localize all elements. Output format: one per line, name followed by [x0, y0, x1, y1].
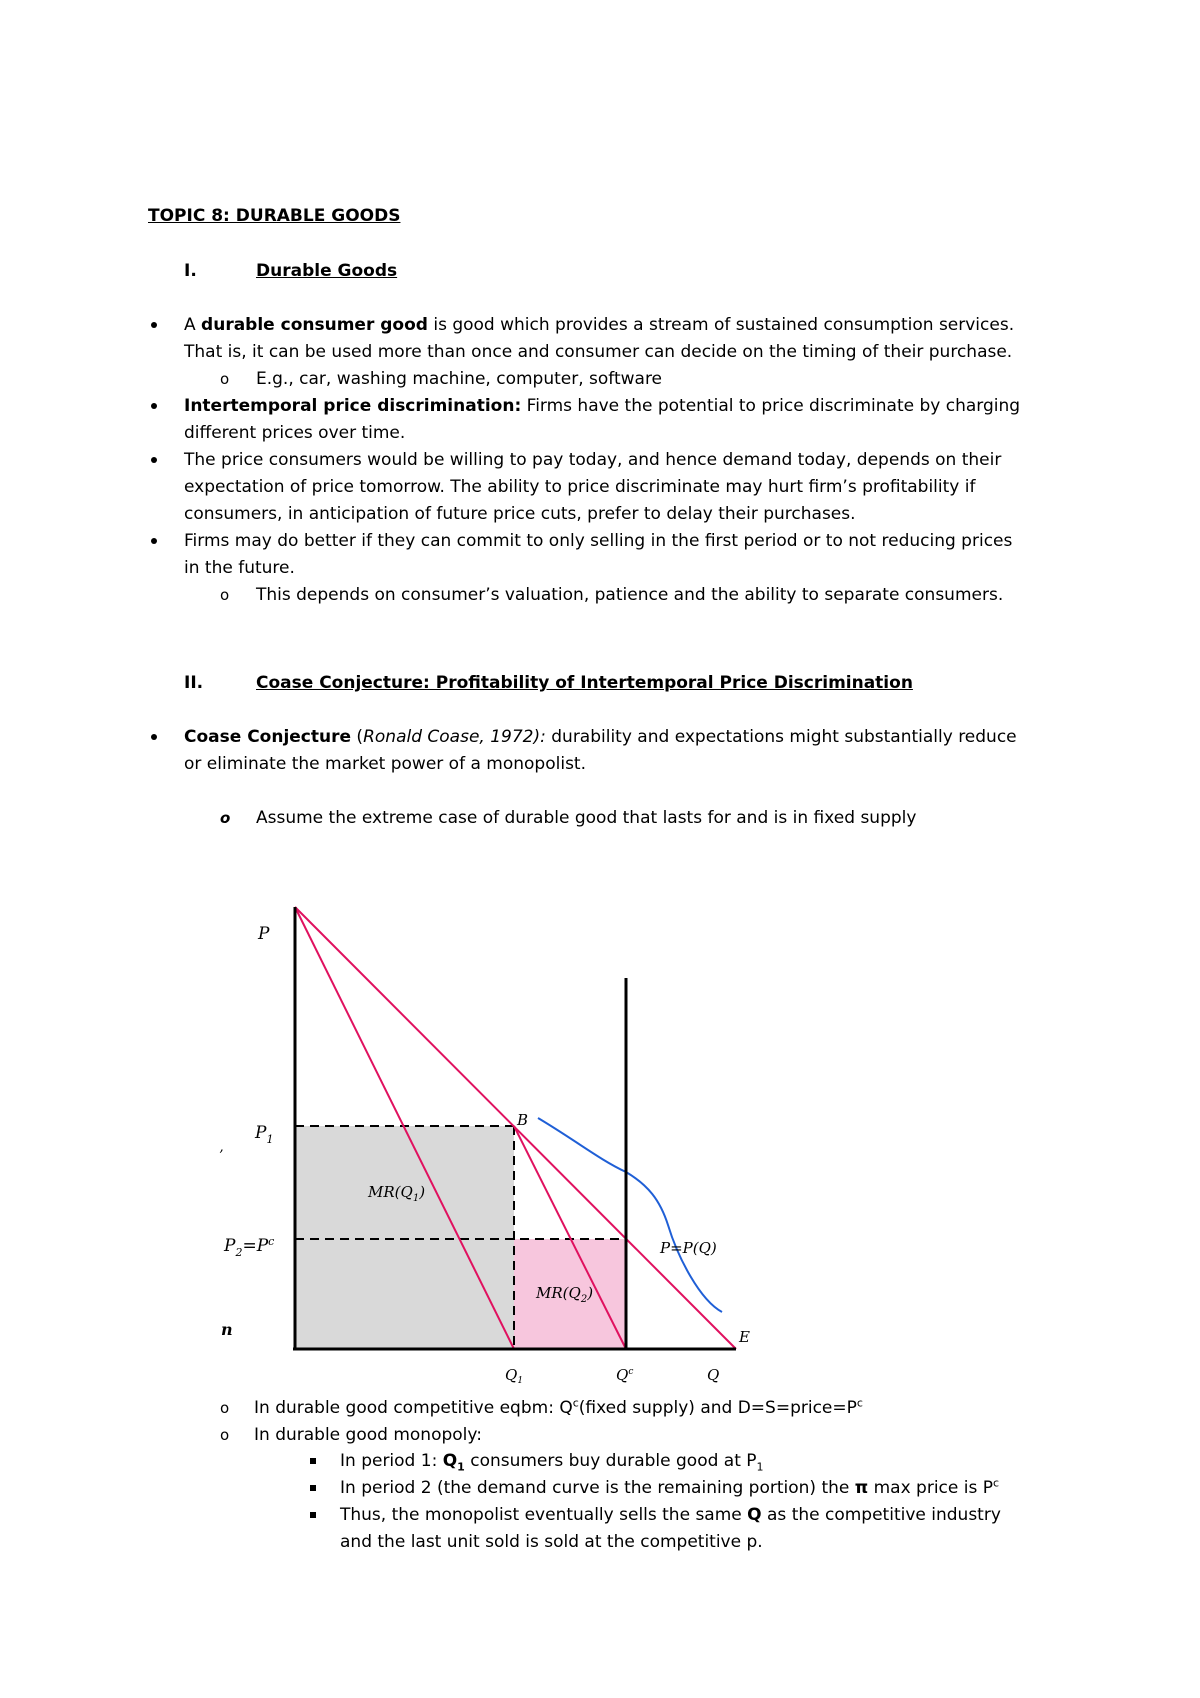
sub-bullet-assume: Assume the extreme case of durable good that lasts for and is in fixed supply	[256, 808, 917, 828]
section-2-heading: Coase Conjecture: Profitability of Intertemporal Price Discrimination	[256, 673, 913, 693]
circle-bullet-icon: o	[220, 1399, 230, 1417]
period1-line	[340, 1448, 764, 1474]
page-title: TOPIC 8: DURABLE GOODS	[148, 206, 401, 226]
gray-revenue-area	[295, 1126, 514, 1349]
term: Intertemporal price discrimination:	[184, 396, 522, 416]
text: Thus, the monopolist eventually sells the same	[340, 1505, 748, 1525]
thus-line	[340, 1502, 1001, 1528]
p1-label: $P_1$	[255, 1123, 274, 1146]
text: consumers buy durable good at P	[464, 1451, 757, 1471]
circle-bullet-icon: o	[220, 809, 231, 827]
pi: π	[854, 1478, 869, 1498]
square-bullet-icon	[310, 1512, 316, 1518]
mr-q1-label: $MR(Q_1)$	[368, 1183, 426, 1204]
text: (	[351, 727, 364, 747]
section-1-heading: Durable Goods	[256, 261, 398, 281]
circle-bullet-icon: o	[220, 370, 230, 388]
text: A	[184, 315, 202, 335]
monopoly-line: In durable good monopoly:	[254, 1425, 482, 1445]
sub: 1	[756, 1460, 764, 1474]
section-2-numeral: II.	[184, 673, 204, 693]
pq-curve-label: P=P(Q)	[660, 1239, 717, 1257]
text: In period 1:	[340, 1451, 443, 1471]
q-axis-label: Q	[707, 1366, 720, 1384]
competitive-eqbm-line	[254, 1395, 863, 1421]
bullet-durable-good-line2: That is, it can be used more than once and consumer can decide on the timing of their purchase.	[184, 342, 1013, 362]
text: Firms have the potential to price discriminate by charging	[521, 396, 1021, 416]
text: is good which provides a stream of sustained consumption services.	[427, 315, 1015, 335]
bullet-expectation-line1: The price consumers would be willing to pay today, and hence demand today, depends on their	[184, 450, 1002, 470]
mr-q2-label: $MR(Q_2)$	[536, 1284, 594, 1305]
term: Coase Conjecture	[184, 727, 352, 747]
bullet-commit-line2: in the future.	[184, 558, 295, 578]
q: Q	[747, 1505, 762, 1525]
bullet-commit-line1: Firms may do better if they can commit to only selling in the first period or to not reducing prices	[184, 531, 1013, 551]
circle-bullet-icon: o	[220, 1426, 230, 1444]
text: max price is P	[868, 1478, 993, 1498]
q: Q	[442, 1451, 458, 1471]
sup: c	[993, 1476, 1000, 1490]
text: In period 2 (the demand curve is the remaining portion) the	[340, 1478, 855, 1498]
bullet-intertemporal-line2: different prices over time.	[184, 423, 406, 443]
text: as the competitive industry	[761, 1505, 1001, 1525]
text: (fixed supply) and D=S=price=P	[578, 1398, 857, 1418]
stray-mark: ’	[219, 1148, 224, 1164]
bullet-expectation-line2: expectation of price tomorrow. The ability to price discriminate may hurt firm’s profitability if	[184, 477, 976, 497]
p2-pc-label: $P_2=P^c$	[224, 1235, 275, 1259]
sub-bullet-examples: E.g., car, washing machine, computer, software	[256, 369, 663, 389]
sup: c	[572, 1396, 579, 1410]
point-e-label: E	[739, 1328, 750, 1346]
thus-line2: and the last unit sold is sold at the competitive p.	[340, 1532, 763, 1552]
square-bullet-icon	[310, 1458, 316, 1464]
bullet-expectation-line3: consumers, in anticipation of future price cuts, prefer to delay their purchases.	[184, 504, 856, 524]
period2-line	[340, 1475, 999, 1501]
q1-label: $Q_1$	[505, 1366, 524, 1386]
sub: 1	[457, 1460, 465, 1474]
bullet-coase-line2: or eliminate the market power of a monopolist.	[184, 754, 586, 774]
square-bullet-icon	[310, 1485, 316, 1491]
p-axis-label: P	[258, 924, 270, 944]
sup: c	[856, 1396, 863, 1410]
sub-bullet-valuation: This depends on consumer’s valuation, patience and the ability to separate consumers.	[256, 585, 1004, 605]
circle-bullet-icon: o	[220, 586, 230, 604]
stray-letter: n	[221, 1320, 233, 1339]
point-b-label: B	[517, 1111, 529, 1129]
text: durability and expectations might substantially reduce	[545, 727, 1017, 747]
qc-label: $Q^c$	[616, 1366, 634, 1384]
section-1-numeral: I.	[184, 261, 197, 281]
term: durable consumer good	[201, 315, 428, 335]
text: In durable good competitive eqbm: Q	[254, 1398, 573, 1418]
citation: Ronald Coase, 1972):	[363, 727, 546, 747]
